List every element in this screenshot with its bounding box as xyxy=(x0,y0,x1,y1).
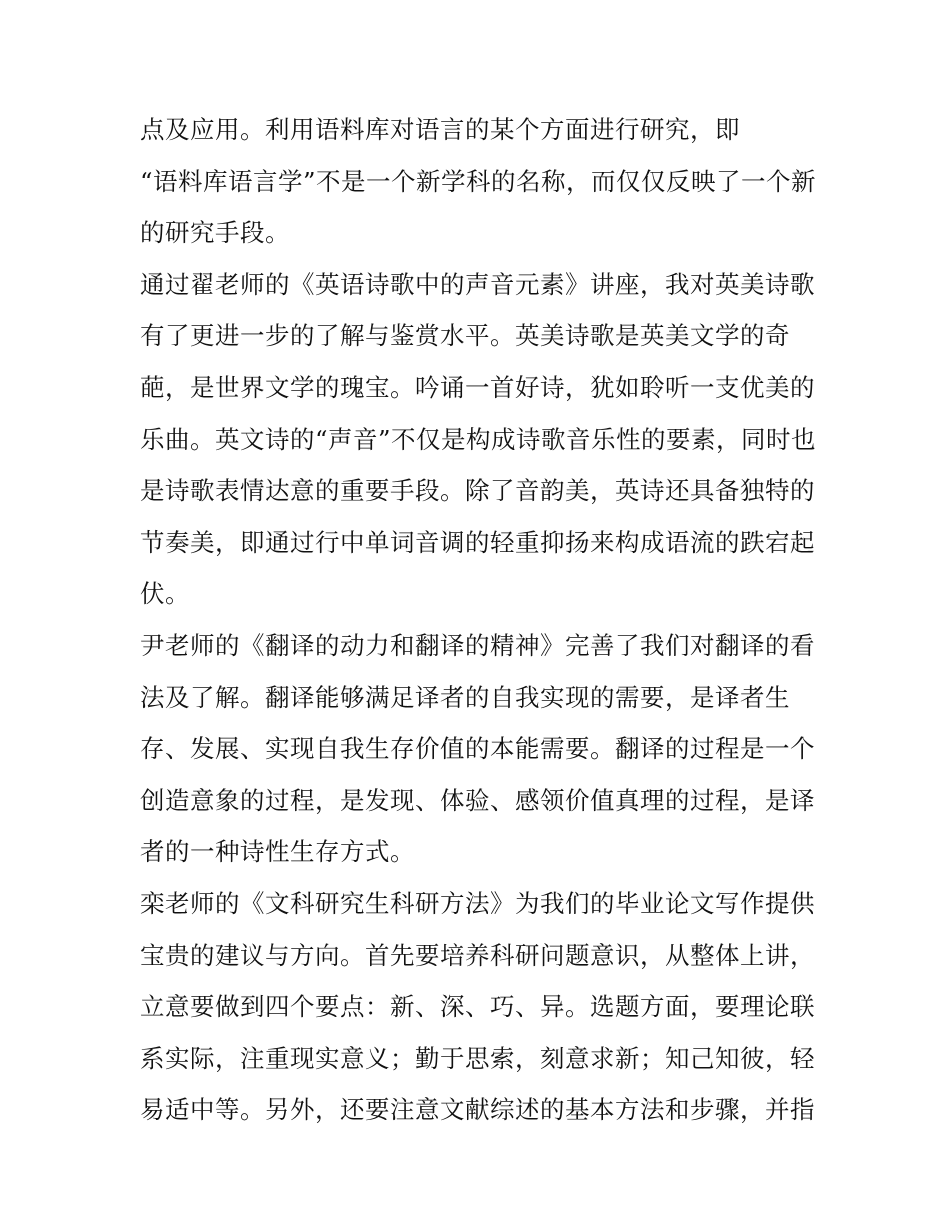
text-line: 是诗歌表情达意的重要手段。除了音韵美，英诗还具备独特的 xyxy=(140,476,815,506)
text-line: 葩，是世界文学的瑰宝。吟诵一首好诗，犹如聆听一支优美的 xyxy=(140,372,815,402)
text-line: 乐曲。英文诗的“声音”不仅是构成诗歌音乐性的要素，同时也 xyxy=(140,424,817,454)
text-line: 宝贵的建议与方向。首先要培养科研问题意识，从整体上讲， xyxy=(140,940,815,970)
text-line: 栾老师的《文科研究生科研方法》为我们的毕业论文写作提供 xyxy=(140,888,815,918)
text-line: 存、发展、实现自我生存价值的本能需要。翻译的过程是一个 xyxy=(140,734,815,764)
text-line: 易适中等。另外，还要注意文献综述的基本方法和步骤，并指 xyxy=(140,1095,815,1125)
text-line: 有了更进一步的了解与鉴赏水平。英美诗歌是英美文学的奇 xyxy=(140,321,790,351)
text-line: 法及了解。翻译能够满足译者的自我实现的需要，是译者生 xyxy=(140,682,790,712)
text-line: 尹老师的《翻译的动力和翻译的精神》完善了我们对翻译的看 xyxy=(140,630,815,660)
text-line: 伏。 xyxy=(140,579,190,609)
text-line: 节奏美，即通过行中单词音调的轻重抑扬来构成语流的跌宕起 xyxy=(140,527,815,557)
body-text xyxy=(140,110,820,1142)
text-line: 系实际，注重现实意义；勤于思索，刻意求新；知己知彼，轻 xyxy=(140,1043,815,1073)
text-line: 者的一种诗性生存方式。 xyxy=(140,837,415,867)
text-line: 点及应用。利用语料库对语言的某个方面进行研究，即 xyxy=(140,115,740,144)
text-line: 创造意象的过程，是发现、体验、感领价值真理的过程，是译 xyxy=(140,785,815,815)
text-line: 的研究手段。 xyxy=(140,218,290,248)
text-line: 通过翟老师的《英语诗歌中的声音元素》讲座，我对英美诗歌 xyxy=(140,269,815,299)
text-line: 立意要做到四个要点：新、深、巧、异。选题方面，要理论联 xyxy=(140,992,815,1022)
text-line: “语料库语言学”不是一个新学科的名称，而仅仅反映了一个新 xyxy=(140,166,817,196)
